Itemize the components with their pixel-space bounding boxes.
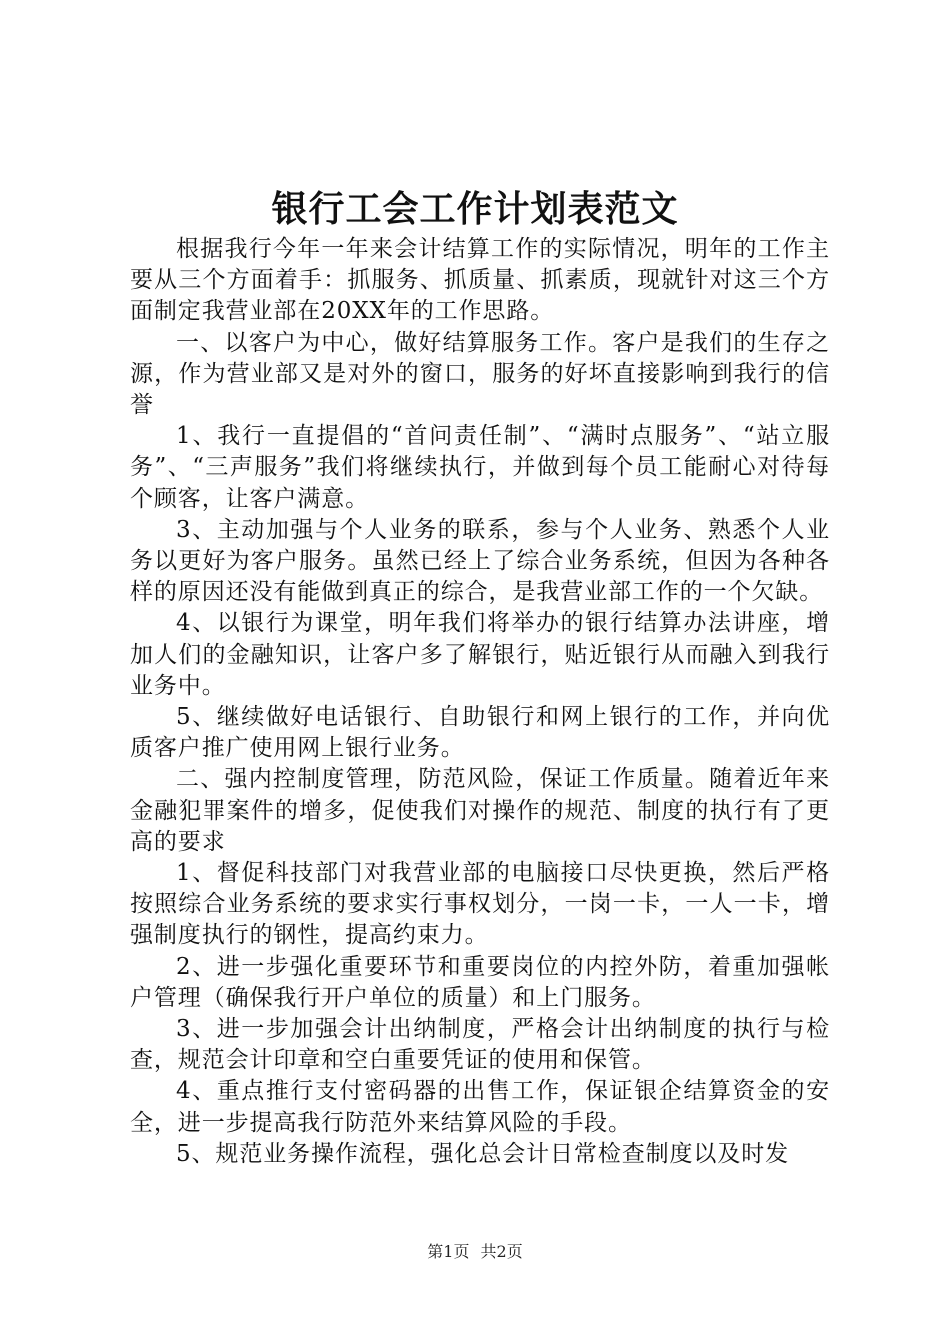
paragraph-section-1: 一、以客户为中心，做好结算服务工作。客户是我们的生存之源，作为营业部又是对外的窗口，服务的好坏直接影响到我行的信誉 (130, 329, 830, 419)
paragraph-item-1-5: 5、继续做好电话银行、自助银行和网上银行的工作，并向优质客户推广使用网上银行业务。 (130, 704, 830, 762)
document-body (130, 234, 830, 1170)
paragraph-item-1-4: 4、以银行为课堂，明年我们将举办的银行结算办法讲座，增加人们的金融知识，让客户多了解银行，贴近银行从而融入到我行业务中。 (130, 610, 830, 699)
paragraph-item-2-1: 1、督促科技部门对我营业部的电脑接口尽快更换，然后严格按照综合业务系统的要求实行事权划分，一岗一卡，一人一卡，增强制度执行的钢性，提高约束力。 (130, 860, 830, 949)
paragraph-item-2-3: 3、进一步加强会计出纳制度，严格会计出纳制度的执行与检查，规范会计印章和空白重要凭证的使用和保管。 (130, 1016, 830, 1074)
paragraph-item-2-5: 5、规范业务操作流程，强化总会计日常检查制度以及时发 (176, 1140, 790, 1167)
page-footer (0, 1240, 950, 1264)
paragraph-item-2-4: 4、重点推行支付密码器的出售工作，保证银企结算资金的安全，进一步提高我行防范外来结算风险的手段。 (130, 1078, 830, 1136)
paragraph-item-2-2: 2、进一步强化重要环节和重要岗位的内控外防，着重加强帐户管理（确保我行开户单位的质量）和上门服务。 (130, 953, 830, 1011)
paragraph-intro: 根据我行今年一年来会计结算工作的实际情况，明年的工作主要从三个方面着手：抓服务、抓质量、抓素质，现就针对这三个方面制定我营业部在20XX年的工作思路。 (130, 236, 830, 325)
paragraph-section-2: 二、强内控制度管理，防范风险，保证工作质量。随着近年来金融犯罪案件的增多，促使我们对操作的规范、制度的执行有了更高的要求 (130, 766, 830, 855)
paragraph-item-1-3: 3、主动加强与个人业务的联系，参与个人业务、熟悉个人业务以更好为客户服务。虽然已经上了综合业务系统，但因为各种各样的原因还没有能做到真正的综合，是我营业部工作的一个欠缺。 (130, 516, 830, 606)
paragraph-item-1-1: 1、我行一直提倡的“首问责任制”、“满时点服务”、“站立服务”、“三声服务”我们将继续执行，并做到每个员工能耐心对待每个顾客，让客户满意。 (130, 423, 830, 512)
page-number: 第1页 (427, 1242, 470, 1261)
document-title: 银行工会工作计划表范文 (271, 188, 679, 230)
page-total: 共2页 (480, 1242, 523, 1261)
